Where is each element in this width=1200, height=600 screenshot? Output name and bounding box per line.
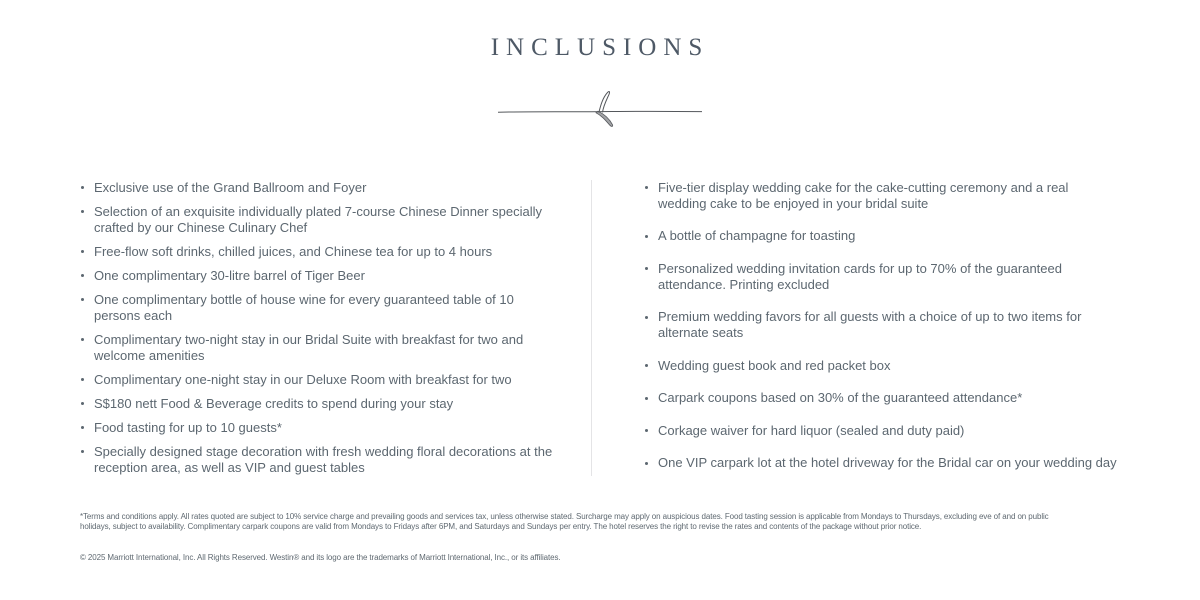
list-item: One complimentary bottle of house wine for every guaranteed table of 10 persons each xyxy=(80,292,561,324)
list-item: Carpark coupons based on 30% of the guaranteed attendance* xyxy=(644,390,1120,406)
list-item: Personalized wedding invitation cards for up to 70% of the guaranteed attendance. Printing excluded xyxy=(644,261,1120,293)
list-item: A bottle of champagne for toasting xyxy=(644,228,1120,244)
page-title: INCLUSIONS xyxy=(490,34,710,61)
inclusions-list-right xyxy=(644,180,1120,472)
list-item: S$180 nett Food & Beverage credits to spend during your stay xyxy=(80,396,561,412)
list-item: Wedding guest book and red packet box xyxy=(644,358,1120,374)
inclusions-page xyxy=(0,34,1200,600)
list-item: Selection of an exquisite individually plated 7-course Chinese Dinner specially crafted by our Chinese Culinary Chef xyxy=(80,204,561,236)
terms-line-2: holidays, subject to availability. Complimentary carpark coupons are valid from Mondays to Fridays after 6PM, and Saturdays and Sundays per entry. The hotel reserves the right to revise the rates and contents of the package without prior notice. xyxy=(80,522,922,532)
list-item: Specially designed stage decoration with fresh wedding floral decorations at the reception area, as well as VIP and guest tables xyxy=(80,444,561,476)
list-item: Corkage waiver for hard liquor (sealed and duty paid) xyxy=(644,423,1120,439)
terms-fine-print xyxy=(80,512,1120,533)
list-item: Five-tier display wedding cake for the cake-cutting ceremony and a real wedding cake to be enjoyed in your bridal suite xyxy=(644,180,1120,212)
list-item: Exclusive use of the Grand Ballroom and Foyer xyxy=(80,180,561,196)
terms-line-1: *Terms and conditions apply. All rates quoted are subject to 10% service charge and prevailing goods and services tax, unless otherwise stated. Surcharge may apply on auspicious dates. Food tasting session is applicable from Mondays to Thursdays, excluding eve of and on public xyxy=(80,511,1049,521)
list-item: Free-flow soft drinks, chilled juices, and Chinese tea for up to 4 hours xyxy=(80,244,561,260)
knot-flourish-icon xyxy=(498,85,702,131)
list-item: Complimentary two-night stay in our Bridal Suite with breakfast for two and welcome amenities xyxy=(80,332,561,364)
inclusions-column-left xyxy=(80,180,591,476)
title-decoration xyxy=(80,85,1120,136)
inclusions-column-right xyxy=(592,180,1120,476)
list-item: One complimentary 30-litre barrel of Tiger Beer xyxy=(80,268,561,284)
copyright-notice: © 2025 Marriott International, Inc. All Rights Reserved. Westin® and its logo are the trademarks of Marriott International, Inc., or its affiliates. xyxy=(80,552,561,562)
list-item: One VIP carpark lot at the hotel driveway for the Bridal car on your wedding day xyxy=(644,455,1120,471)
list-item: Food tasting for up to 10 guests* xyxy=(80,420,561,436)
inclusions-list-left xyxy=(80,180,561,476)
list-item: Complimentary one-night stay in our Deluxe Room with breakfast for two xyxy=(80,372,561,388)
inclusions-columns xyxy=(80,180,1120,476)
list-item: Premium wedding favors for all guests with a choice of up to two items for alternate seats xyxy=(644,309,1120,341)
